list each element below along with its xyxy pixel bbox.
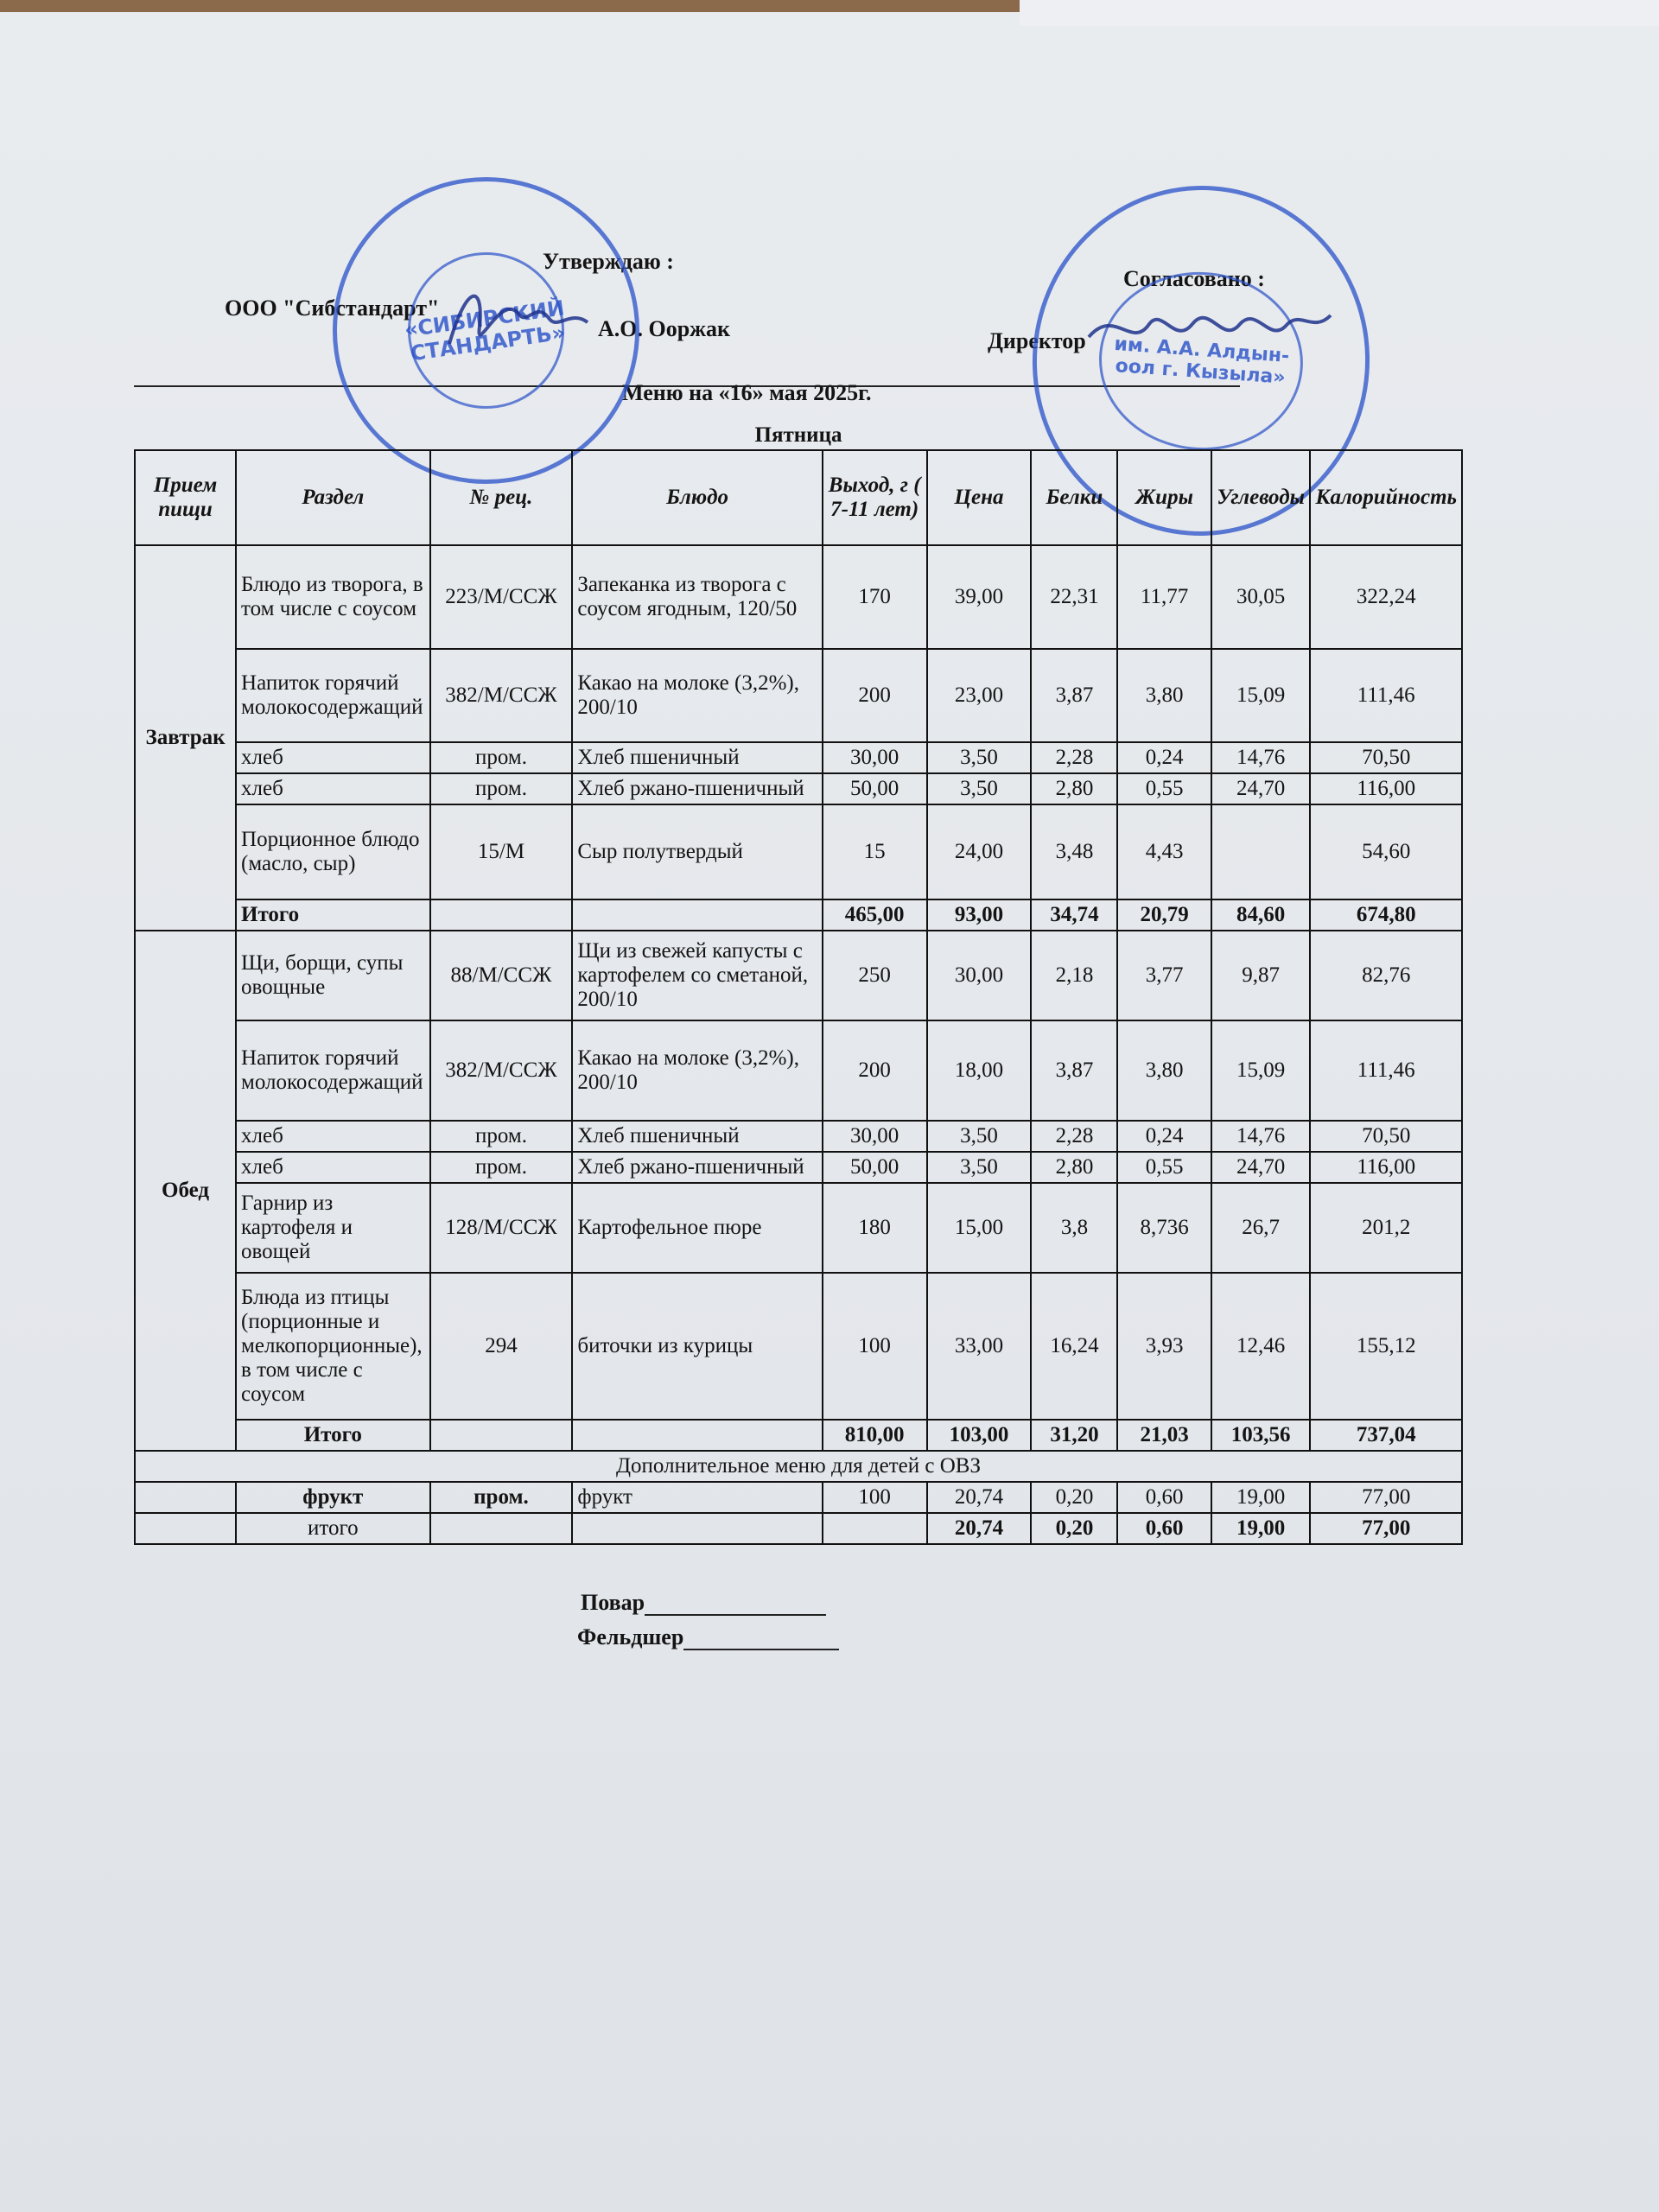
table-row bbox=[135, 931, 1462, 1020]
meal-lunch: Обед bbox=[135, 931, 236, 1451]
cell-calories: 737,04 bbox=[1310, 1420, 1462, 1451]
cell-fat: 0,60 bbox=[1117, 1482, 1211, 1513]
agree-label: Согласовано : bbox=[1123, 266, 1265, 291]
cell-section: хлеб bbox=[236, 1121, 430, 1152]
medic-signature-line bbox=[577, 1624, 839, 1650]
menu-table bbox=[134, 422, 1463, 1545]
extra-menu-title: Дополнительное меню для детей с ОВЗ bbox=[135, 1451, 1462, 1482]
cell-calories: 201,2 bbox=[1310, 1183, 1462, 1273]
cell-total-label: итого bbox=[236, 1513, 430, 1544]
cell-carbs: 12,46 bbox=[1211, 1273, 1311, 1420]
cell-price: 93,00 bbox=[927, 899, 1032, 931]
table-row bbox=[135, 804, 1462, 899]
lunch-total-row bbox=[135, 1420, 1462, 1451]
header-row bbox=[135, 450, 1462, 545]
cell-carbs: 84,60 bbox=[1211, 899, 1311, 931]
cell-fat: 0,60 bbox=[1117, 1513, 1211, 1544]
cell-carbs: 26,7 bbox=[1211, 1183, 1311, 1273]
cell-dish: Щи из свежей капусты с картофелем со сметаной, 200/10 bbox=[572, 931, 822, 1020]
cell-protein: 3,48 bbox=[1031, 804, 1117, 899]
cell-yield: 100 bbox=[823, 1482, 927, 1513]
cell-protein: 2,80 bbox=[1031, 773, 1117, 804]
extra-total-row bbox=[135, 1513, 1462, 1544]
cell-empty bbox=[572, 1420, 822, 1451]
cell-protein: 3,87 bbox=[1031, 649, 1117, 742]
cell-carbs: 24,70 bbox=[1211, 773, 1311, 804]
cook-label: Повар bbox=[581, 1590, 645, 1615]
cell-calories: 82,76 bbox=[1310, 931, 1462, 1020]
cell-calories: 155,12 bbox=[1310, 1273, 1462, 1420]
cell-protein: 0,20 bbox=[1031, 1513, 1117, 1544]
cell-yield: 250 bbox=[823, 931, 927, 1020]
cell-carbs: 19,00 bbox=[1211, 1513, 1311, 1544]
cell-section: Гарнир из картофеля и овощей bbox=[236, 1183, 430, 1273]
cell-protein: 2,28 bbox=[1031, 742, 1117, 773]
table-row bbox=[135, 1152, 1462, 1183]
cell-recipe: 223/М/ССЖ bbox=[430, 545, 573, 649]
cell-empty bbox=[135, 1513, 236, 1544]
cell-calories: 322,24 bbox=[1310, 545, 1462, 649]
day-row bbox=[135, 422, 1462, 450]
cell-recipe: пром. bbox=[430, 1152, 573, 1183]
cell-fat: 8,736 bbox=[1117, 1183, 1211, 1273]
cell-carbs bbox=[1211, 804, 1311, 899]
table-row bbox=[135, 1183, 1462, 1273]
col-calories: Калорийность bbox=[1310, 450, 1462, 545]
cell-yield: 465,00 bbox=[823, 899, 927, 931]
cell-carbs: 30,05 bbox=[1211, 545, 1311, 649]
cell-fat: 0,24 bbox=[1117, 742, 1211, 773]
cell-yield: 50,00 bbox=[823, 773, 927, 804]
cell-calories: 674,80 bbox=[1310, 899, 1462, 931]
cell-dish: Какао на молоке (3,2%), 200/10 bbox=[572, 1020, 822, 1121]
cell-dish: Картофельное пюре bbox=[572, 1183, 822, 1273]
cell-calories: 111,46 bbox=[1310, 1020, 1462, 1121]
cell-yield: 30,00 bbox=[823, 1121, 927, 1152]
col-meal: Прием пищи bbox=[135, 450, 236, 545]
cell-carbs: 19,00 bbox=[1211, 1482, 1311, 1513]
cell-recipe: 15/М bbox=[430, 804, 573, 899]
cell-fat: 0,55 bbox=[1117, 773, 1211, 804]
cell-dish: Хлеб ржано-пшеничный bbox=[572, 1152, 822, 1183]
cell-protein: 16,24 bbox=[1031, 1273, 1117, 1420]
cell-fat: 4,43 bbox=[1117, 804, 1211, 899]
cell-fat: 3,80 bbox=[1117, 649, 1211, 742]
meal-breakfast: Завтрак bbox=[135, 545, 236, 931]
cell-section: Порционное блюдо (масло, сыр) bbox=[236, 804, 430, 899]
director-label: Директор bbox=[988, 328, 1086, 353]
table-row bbox=[135, 1020, 1462, 1121]
medic-blank bbox=[683, 1630, 839, 1650]
day-label: Пятница bbox=[135, 422, 1462, 450]
table-row bbox=[135, 649, 1462, 742]
cell-calories: 54,60 bbox=[1310, 804, 1462, 899]
cell-carbs: 15,09 bbox=[1211, 649, 1311, 742]
extra-title-row bbox=[135, 1451, 1462, 1482]
cell-section: Щи, борщи, супы овощные bbox=[236, 931, 430, 1020]
cell-dish: Хлеб пшеничный bbox=[572, 742, 822, 773]
cell-empty bbox=[572, 899, 822, 931]
cell-dish: Сыр полутвердый bbox=[572, 804, 822, 899]
table-row bbox=[135, 742, 1462, 773]
cell-protein: 2,28 bbox=[1031, 1121, 1117, 1152]
cell-empty bbox=[823, 1513, 927, 1544]
cell-price: 20,74 bbox=[927, 1482, 1032, 1513]
cell-price: 3,50 bbox=[927, 1152, 1032, 1183]
cell-section: хлеб bbox=[236, 1152, 430, 1183]
cell-fat: 11,77 bbox=[1117, 545, 1211, 649]
table-row bbox=[135, 773, 1462, 804]
cell-recipe: 128/М/ССЖ bbox=[430, 1183, 573, 1273]
cell-total-label: Итого bbox=[236, 1420, 430, 1451]
cell-calories: 116,00 bbox=[1310, 773, 1462, 804]
cell-yield: 200 bbox=[823, 649, 927, 742]
cook-blank bbox=[645, 1595, 826, 1616]
col-price: Цена bbox=[927, 450, 1032, 545]
breakfast-total-row bbox=[135, 899, 1462, 931]
cell-protein: 31,20 bbox=[1031, 1420, 1117, 1451]
cell-section: хлеб bbox=[236, 773, 430, 804]
cell-carbs: 103,56 bbox=[1211, 1420, 1311, 1451]
cell-protein: 22,31 bbox=[1031, 545, 1117, 649]
table-row bbox=[135, 1273, 1462, 1420]
cell-calories: 70,50 bbox=[1310, 742, 1462, 773]
approver-signature bbox=[441, 275, 596, 370]
cell-recipe: 294 bbox=[430, 1273, 573, 1420]
cell-empty bbox=[430, 1513, 573, 1544]
cell-total-label: Итого bbox=[236, 899, 430, 931]
cell-section: Блюда из птицы (порционные и мелкопорционные), в том числе с соусом bbox=[236, 1273, 430, 1420]
director-signature bbox=[1080, 298, 1339, 359]
cell-price: 15,00 bbox=[927, 1183, 1032, 1273]
cell-dish: биточки из курицы bbox=[572, 1273, 822, 1420]
cell-price: 24,00 bbox=[927, 804, 1032, 899]
cell-section: фрукт bbox=[236, 1482, 430, 1513]
cell-protein: 2,80 bbox=[1031, 1152, 1117, 1183]
cell-fat: 3,77 bbox=[1117, 931, 1211, 1020]
cell-price: 23,00 bbox=[927, 649, 1032, 742]
cell-empty bbox=[572, 1513, 822, 1544]
cell-section: Блюдо из творога, в том числе с соусом bbox=[236, 545, 430, 649]
cell-price: 18,00 bbox=[927, 1020, 1032, 1121]
cell-price: 3,50 bbox=[927, 742, 1032, 773]
cell-price: 20,74 bbox=[927, 1513, 1032, 1544]
cell-dish: Хлеб ржано-пшеничный bbox=[572, 773, 822, 804]
cell-recipe: 382/М/ССЖ bbox=[430, 1020, 573, 1121]
cell-carbs: 15,09 bbox=[1211, 1020, 1311, 1121]
cell-section: хлеб bbox=[236, 742, 430, 773]
cell-yield: 170 bbox=[823, 545, 927, 649]
cell-price: 103,00 bbox=[927, 1420, 1032, 1451]
cell-protein: 2,18 bbox=[1031, 931, 1117, 1020]
paper-edge bbox=[1020, 0, 1659, 26]
table-row bbox=[135, 1121, 1462, 1152]
cell-yield: 100 bbox=[823, 1273, 927, 1420]
cell-calories: 70,50 bbox=[1310, 1121, 1462, 1152]
medic-label: Фельдшер bbox=[577, 1624, 684, 1649]
cell-yield: 15 bbox=[823, 804, 927, 899]
cell-fat: 3,80 bbox=[1117, 1020, 1211, 1121]
cell-dish: Какао на молоке (3,2%), 200/10 bbox=[572, 649, 822, 742]
cell-calories: 111,46 bbox=[1310, 649, 1462, 742]
cell-empty bbox=[135, 1482, 236, 1513]
cell-carbs: 14,76 bbox=[1211, 1121, 1311, 1152]
cell-fat: 3,93 bbox=[1117, 1273, 1211, 1420]
cell-calories: 116,00 bbox=[1310, 1152, 1462, 1183]
col-section: Раздел bbox=[236, 450, 430, 545]
cell-protein: 0,20 bbox=[1031, 1482, 1117, 1513]
cell-price: 39,00 bbox=[927, 545, 1032, 649]
cell-calories: 77,00 bbox=[1310, 1513, 1462, 1544]
school-stamp-text: им. А.А. Алдын-оол г. Кызыла» bbox=[1113, 333, 1290, 389]
cell-yield: 810,00 bbox=[823, 1420, 927, 1451]
cell-yield: 30,00 bbox=[823, 742, 927, 773]
cell-carbs: 24,70 bbox=[1211, 1152, 1311, 1183]
cell-fat: 0,24 bbox=[1117, 1121, 1211, 1152]
menu-title: Меню на «16» мая 2025г. bbox=[622, 380, 872, 405]
approve-label: Утверждаю : bbox=[543, 249, 674, 274]
cell-fat: 0,55 bbox=[1117, 1152, 1211, 1183]
cell-recipe: пром. bbox=[430, 1121, 573, 1152]
cook-signature-line bbox=[581, 1590, 826, 1616]
cell-calories: 77,00 bbox=[1310, 1482, 1462, 1513]
cell-price: 33,00 bbox=[927, 1273, 1032, 1420]
cell-dish: Запеканка из творога с соусом ягодным, 120/50 bbox=[572, 545, 822, 649]
cell-yield: 50,00 bbox=[823, 1152, 927, 1183]
cell-price: 3,50 bbox=[927, 1121, 1032, 1152]
cell-protein: 34,74 bbox=[1031, 899, 1117, 931]
col-recipe: № рец. bbox=[430, 450, 573, 545]
col-protein: Белки bbox=[1031, 450, 1117, 545]
organization-stamp-text: «СИБИРСКИЙ СТАНДАРТЬ» bbox=[403, 295, 567, 365]
cell-protein: 3,87 bbox=[1031, 1020, 1117, 1121]
table-row bbox=[135, 1482, 1462, 1513]
cell-yield: 180 bbox=[823, 1183, 927, 1273]
cell-carbs: 14,76 bbox=[1211, 742, 1311, 773]
cell-section: Напиток горячий молокосодержащий bbox=[236, 1020, 430, 1121]
organization-name: ООО "Сибстандарт" bbox=[225, 296, 440, 321]
cell-price: 3,50 bbox=[927, 773, 1032, 804]
approver-name: А.О. Ооржак bbox=[598, 316, 731, 341]
cell-recipe: пром. bbox=[430, 742, 573, 773]
cell-yield: 200 bbox=[823, 1020, 927, 1121]
col-yield: Выход, г ( 7-11 лет) bbox=[823, 450, 927, 545]
cell-dish: фрукт bbox=[572, 1482, 822, 1513]
cell-dish: Хлеб пшеничный bbox=[572, 1121, 822, 1152]
col-dish: Блюдо bbox=[572, 450, 822, 545]
cell-protein: 3,8 bbox=[1031, 1183, 1117, 1273]
cell-recipe: пром. bbox=[430, 1482, 573, 1513]
cell-carbs: 9,87 bbox=[1211, 931, 1311, 1020]
cell-empty bbox=[430, 1420, 573, 1451]
col-carbs: Углеводы bbox=[1211, 450, 1311, 545]
cell-recipe: пром. bbox=[430, 773, 573, 804]
table-row bbox=[135, 545, 1462, 649]
cell-price: 30,00 bbox=[927, 931, 1032, 1020]
col-fat: Жиры bbox=[1117, 450, 1211, 545]
cell-fat: 20,79 bbox=[1117, 899, 1211, 931]
cell-recipe: 382/М/ССЖ bbox=[430, 649, 573, 742]
cell-recipe: 88/М/ССЖ bbox=[430, 931, 573, 1020]
cell-section: Напиток горячий молокосодержащий bbox=[236, 649, 430, 742]
cell-empty bbox=[430, 899, 573, 931]
cell-fat: 21,03 bbox=[1117, 1420, 1211, 1451]
